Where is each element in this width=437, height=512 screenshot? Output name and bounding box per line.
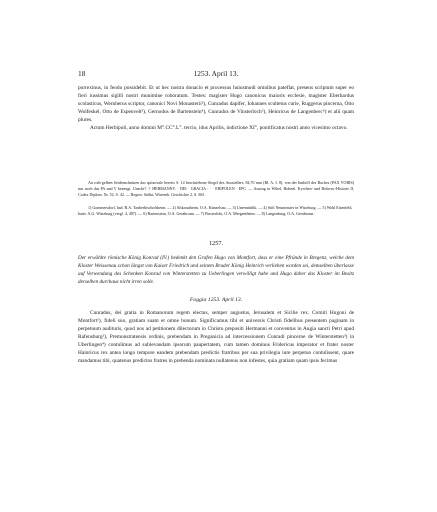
running-date: 1253. April 13. [193, 69, 239, 78]
source-note [78, 180, 354, 198]
regest-text: Der erwählte römische König Konrad (IV.) bedenkt den Grafen Hugo von Montfort, dass er eine Pfründe in Bregenz, welche dem Kloster Weissenau schon längst von Kaiser Friedrich und seinem Bruder König Heinrich verliehen worden sei, demselben überlasse auf Verwendung des Schenken Konrad von Winterstetten zu Ueberlingen verwilligt habe und Hugo daher das Kloster im Besitz derselben durchaus nicht irren solle. [78, 255, 354, 285]
top-closing: Actum Herbipoli, anno domini M°.CC°.L°. tercio, idus Aprilis, indictione XI°, pontificatus nostri anno vicesimo octavo. [90, 125, 348, 132]
dateline: Foggia 1253. April 13. [189, 297, 243, 303]
document-text-block [78, 309, 354, 365]
footnotes-text: 1) Gommersdorf, bad. B.A. Tauberbischofsheim. — 2) Altkrautheim, O.A. Künzelsau. — 3) Unermüttlik. — 4) Stift Neuminster in Würzburg. — 5) Wohl Eisenfeld, baier. A.G. Würzburg (vergl. 4, 487). — 6) Bartenstein, O.A. Gerabronn. — 7) Finsterlohr, O.A. Mergentheim. — 8) Langenburg, O.A. Gerabronn. [78, 205, 353, 216]
top-text-block [78, 84, 354, 132]
document-text: Cunradus, dei gratia in Romanorum regem electus, semper augustus, Ierusalem et Sicilie rex. Comiti Hugoni de Montfort¹), fideli suo, gratiam suam et omne bonum. Significamus tibi et universis Christi fidelibus presentem paginam in perpetuum audituris, quod nos ad petitionem dilectorum in Christo prepositi Hermanni et conventus in Augia sancti Petri apud Rafensburg²), Premonstratensis ordinis, prebendam in Preganicia ad intercessionem Cunradi pincerne de Winterstetten³) in Uberlingen⁴) contulimus ad sublevandam ipsorum paupertatem, cum tamen dominus Fridericus imperator et frater noster Hainricus rex antea longo tempore eandem prebendam predictis fratribus per sua privilegia iure perpetuo contulissent, quare mandamus tibi, quatenus predictos fratres in prebenda nominata nullatenus non infestes, quia gratiam quam ipsis fecimus [78, 310, 354, 365]
regest [78, 255, 354, 287]
footnotes [78, 205, 354, 217]
top-paragraph: porrexinus, in feodo possidebit. Et ut hec nostra donacio et processus huiusmodi omnibus pateflat, presens scriptum super eo fieri iussimus sigilli nostri munimine roboratum. Testes: magister Hugo canonicus maioris ecclesie, magister Eberhardus scolasticus, Wernherus scriptor, canonici Novi Monasterii²), Cunradus dapifer, Iohannes scultetus curie, Ruggerus pincerna, Otto Wolfeskel, Otto de Espenvelt³), Gernodus de Bartenstein⁴), Cunradus de Vinsterloch⁵), Heinricus de Langenberc⁶) et alii quam plures. [78, 85, 354, 124]
page-number: 18 [78, 69, 86, 78]
document-number: 1257. [208, 240, 224, 247]
page-header [78, 69, 354, 79]
source-note-text: An roth-gelben Seidenschnüren das spitzovale bereits S. 14 beschriebene Siegel des Ausstellers, 84,70 mm (Bl. A. I. 8), von der Innhöfl des Buches (PAX VOBIS) nur noch das PA und V bezeugt. Unecht?: † HERMANNV. · DEI · GRACIA · · · EBIPOLEN · EPC. — Auszug in Wibel, Hohenl. Kyrchen- und Reform.-Historie II, Codex Diplom. Nr. 52, S. 42. — Regest: Stälin, Wirtemb. Geschichte 2, S. 565. [78, 180, 354, 197]
